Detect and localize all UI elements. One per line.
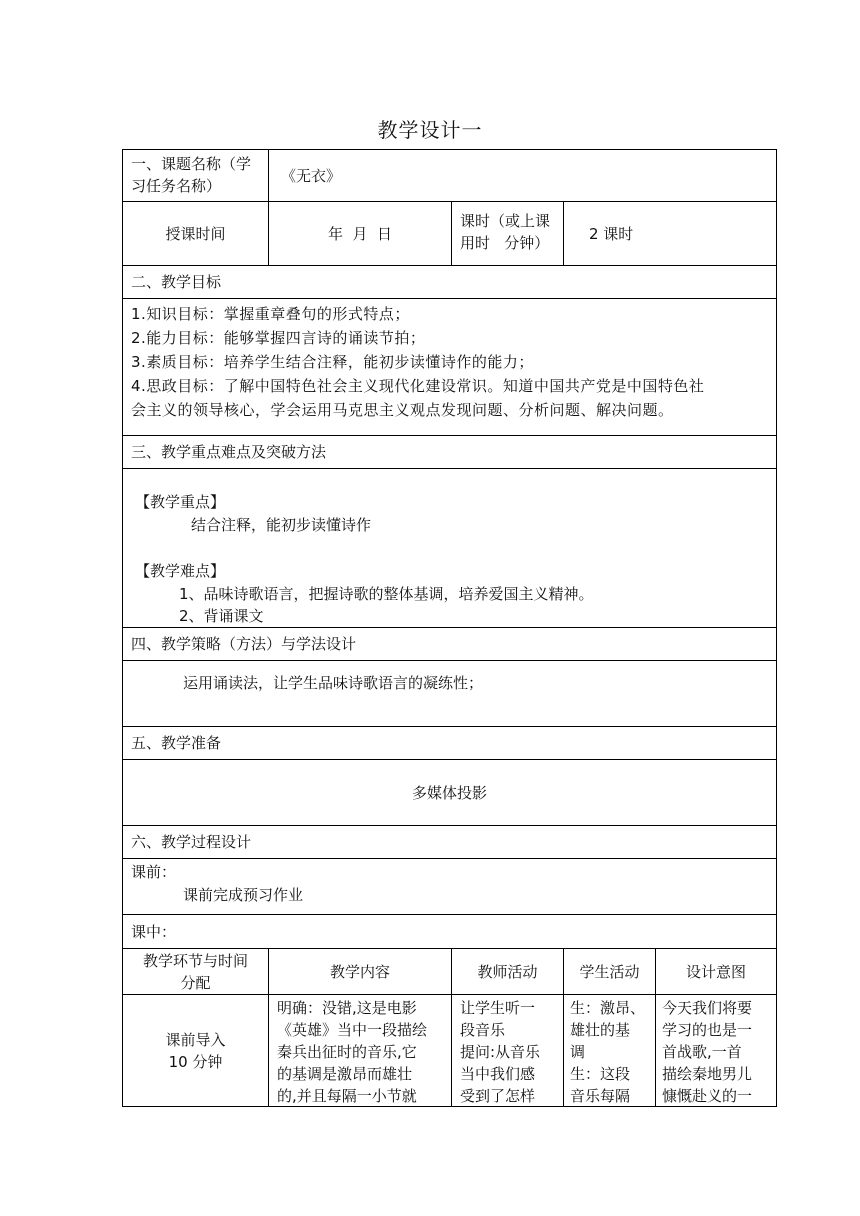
student-line: 生：激昂、: [570, 999, 646, 1017]
content-cell: [268, 995, 451, 1106]
time-label-cell: [123, 202, 268, 265]
intent-cell: [655, 995, 776, 1106]
date-value: 年 月 日: [327, 224, 393, 243]
content-line: 秦兵出征时的音乐,它: [277, 1043, 417, 1061]
course-name-label-line2: 习任务名称）: [131, 177, 222, 195]
intent-line: 今天我们将要: [662, 999, 753, 1017]
objectives-list: [131, 302, 770, 422]
process-heading-row: [122, 825, 777, 858]
strategy-heading-row: [122, 627, 777, 660]
intent-line: 首战歌,一首: [662, 1043, 742, 1061]
col-header-stage-line2: 分配: [180, 973, 211, 992]
time-label: 授课时间: [165, 224, 226, 243]
course-name-label: [131, 150, 271, 201]
strategy-heading: 四、教学策略（方法）与学法设计: [131, 635, 357, 653]
objective-item: 4.思政目标：了解中国特色社会主义现代化建设常识。知道中国共产党是中国特色社: [131, 377, 705, 395]
student-line: 调: [570, 1043, 586, 1061]
process-table-header: [122, 948, 777, 994]
keypoints-heading-row: [122, 435, 777, 468]
before-class-text: 课前完成预习作业: [183, 886, 304, 904]
hours-label-cell: [451, 202, 563, 265]
strategy-body: [122, 660, 777, 726]
col-header-student-label: 学生活动: [579, 962, 640, 981]
during-class-row: [122, 914, 777, 948]
date-value-cell: [268, 202, 451, 265]
difficulty-item: 2、背诵课文: [179, 607, 264, 625]
intent-line: 学习的也是一: [662, 1021, 753, 1039]
student-line: 雄壮的基: [570, 1021, 631, 1039]
preparation-heading: 五、教学准备: [131, 734, 222, 752]
focus-title: 【教学重点】: [135, 493, 226, 511]
col-header-teacher-label: 教师活动: [477, 962, 538, 981]
keypoints-heading: 三、教学重点难点及突破方法: [131, 443, 327, 461]
col-header-student: [563, 949, 655, 994]
difficulty-title: 【教学难点】: [135, 562, 226, 580]
preparation-text: 多媒体投影: [411, 783, 487, 802]
hours-value-cell: [563, 202, 776, 265]
student-line: 生：这段: [570, 1065, 631, 1083]
preparation-heading-row: [122, 726, 777, 759]
teacher-line: 让学生听一: [460, 999, 536, 1017]
process-table-row: [122, 994, 777, 1107]
before-class-label: 课前：: [131, 863, 177, 881]
intent-line: 描绘秦地男儿: [662, 1065, 753, 1083]
col-header-intent: [655, 949, 776, 994]
stage-duration: 10 分钟: [168, 1053, 223, 1071]
col-header-intent-label: 设计意图: [685, 962, 746, 981]
teacher-line: 段音乐: [460, 1021, 506, 1039]
objectives-heading: 二、教学目标: [131, 273, 222, 291]
student-line: 音乐每隔: [570, 1087, 631, 1105]
col-header-stage-line1: 教学环节与时间: [142, 951, 248, 970]
teacher-cell: [451, 995, 563, 1106]
preparation-body: [122, 759, 777, 825]
focus-text: 结合注释，能初步读懂诗作: [191, 516, 372, 534]
col-header-content-label: 教学内容: [329, 962, 390, 981]
teacher-line: 提问:从音乐: [460, 1043, 541, 1061]
keypoints-body: [122, 468, 777, 627]
course-name-value: 《无衣》: [281, 166, 342, 185]
difficulty-item: 1、品味诗歌语言，把握诗歌的整体基调，培养爱国主义精神。: [179, 585, 594, 603]
col-header-stage: [123, 949, 268, 994]
student-cell: [563, 995, 655, 1106]
hours-value: 2 课时: [589, 224, 634, 243]
content-line: 《英雄》当中一段描绘: [277, 1021, 428, 1039]
objective-item: 1.知识目标：掌握重章叠句的形式特点；: [131, 305, 410, 323]
content-line: 明确：没错,这是电影: [277, 999, 417, 1017]
teacher-line: 受到了怎样: [460, 1087, 536, 1105]
before-class-row: [122, 858, 777, 914]
strategy-text: 运用诵读法，让学生品味诗歌语言的凝练性；: [183, 674, 484, 692]
objective-item: 3.素质目标：培养学生结合注释，能初步读懂诗作的能力；: [131, 353, 534, 371]
course-time-row: [122, 201, 777, 265]
hours-label-line1: 课时（或上课: [460, 212, 551, 230]
stage-name: 课前导入: [165, 1031, 226, 1049]
col-header-teacher: [451, 949, 563, 994]
stage-cell: [123, 995, 268, 1106]
col-header-content: [268, 949, 451, 994]
during-class-label: 课中：: [131, 922, 177, 941]
course-name-label-line1: 一、课题名称（学: [131, 155, 252, 173]
hours-label-line2: 用时 分钟）: [460, 234, 550, 252]
page-title: 教学设计一: [377, 118, 483, 142]
content-line: 的,并且每隔一小节就: [277, 1087, 417, 1105]
course-name-row: [122, 149, 777, 201]
objectives-heading-row: [122, 265, 777, 298]
objective-item: 2.能力目标：能够掌握四言诗的诵读节拍；: [131, 329, 426, 347]
objective-item: 会主义的领导核心，学会运用马克思主义观点发现问题、分析问题、解决问题。: [131, 401, 674, 419]
process-heading: 六、教学过程设计: [131, 833, 252, 851]
intent-line: 慷慨赴义的一: [662, 1087, 753, 1105]
course-name-value-cell: [268, 150, 776, 201]
content-line: 的基调是激昂而雄壮: [277, 1065, 413, 1083]
teacher-line: 当中我们感: [460, 1065, 536, 1083]
objectives-body: [122, 298, 777, 435]
